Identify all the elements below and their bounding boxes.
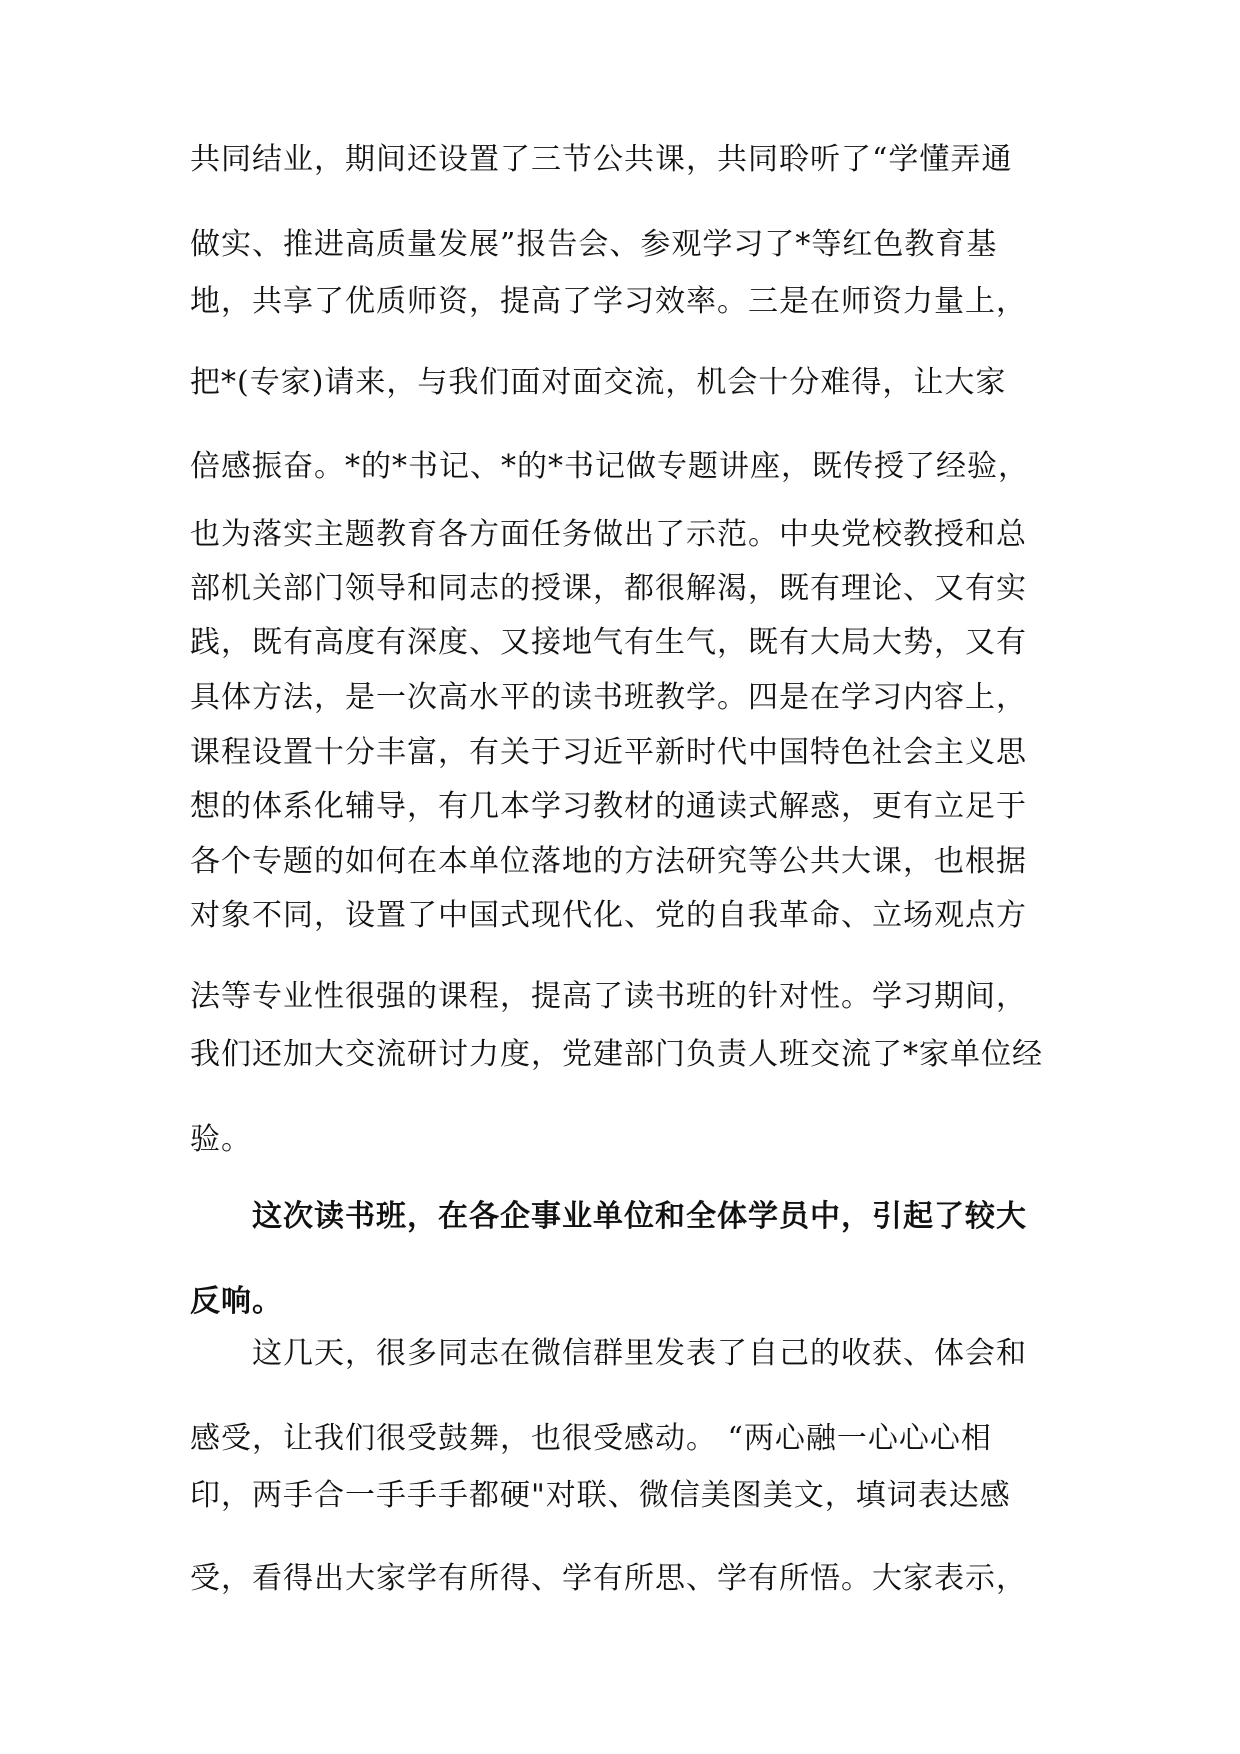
text-line: 我们还加大交流研讨力度，党建部门负责人班交流了*家单位经 bbox=[190, 1037, 1043, 1072]
text-line: 各个专题的如何在本单位落地的方法研究等公共大课，也根据 bbox=[190, 844, 1027, 879]
text-line: 共同结业，期间还设置了三节公共课，共同聆听了“学懂弄通 bbox=[190, 142, 1013, 177]
text-line: 验。 bbox=[190, 1122, 252, 1157]
text-line: 把*(专家)请来，与我们面对面交流，机会十分难得，让大家 bbox=[190, 365, 1007, 400]
text-line: 法等专业性很强的课程，提高了读书班的针对性。学习期间， bbox=[190, 979, 1027, 1014]
text-line: 践，既有高度有深度、又接地气有生气，既有大局大势，又有 bbox=[190, 625, 1027, 660]
text-line: 感受，让我们很受鼓舞，也很受感动。 “两心融一心心心相 bbox=[190, 1421, 992, 1456]
bold-heading-line: 这次读书班，在各企事业单位和全体学员中，引起了较大 bbox=[252, 1199, 1027, 1234]
text-line: 对象不同，设置了中国式现代化、党的自我革命、立场观点方 bbox=[190, 898, 1027, 933]
text-line: 这几天，很多同志在微信群里发表了自己的收获、体会和 bbox=[252, 1336, 1027, 1371]
text-line: 部机关部门领导和同志的授课，都很解渴，既有理论、又有实 bbox=[190, 571, 1027, 606]
text-line: 印，两手合一手手手都硬"对联、微信美图美文，填词表达感 bbox=[190, 1478, 1011, 1513]
text-line: 地，共享了优质师资，提高了学习效率。三是在师资力量上， bbox=[190, 284, 1027, 319]
text-line: 受，看得出大家学有所得、学有所思、学有所悟。大家表示， bbox=[190, 1561, 1027, 1596]
text-line: 倍感振奋。*的*书记、*的*书记做专题讲座，既传授了经验， bbox=[190, 449, 1029, 484]
text-line: 课程设置十分丰富，有关于习近平新时代中国特色社会主义思 bbox=[190, 735, 1027, 770]
text-line: 具体方法，是一次高水平的读书班教学。四是在学习内容上， bbox=[190, 680, 1027, 715]
text-line: 做实、推进高质量发展”报告会、参观学习了*等红色教育基 bbox=[190, 227, 998, 262]
text-line: 也为落实主题教育各方面任务做出了示范。中央党校教授和总 bbox=[190, 517, 1027, 552]
bold-heading-line: 反响。 bbox=[190, 1284, 283, 1319]
text-line: 想的体系化辅导，有几本学习教材的通读式解惑，更有立足于 bbox=[190, 789, 1027, 824]
